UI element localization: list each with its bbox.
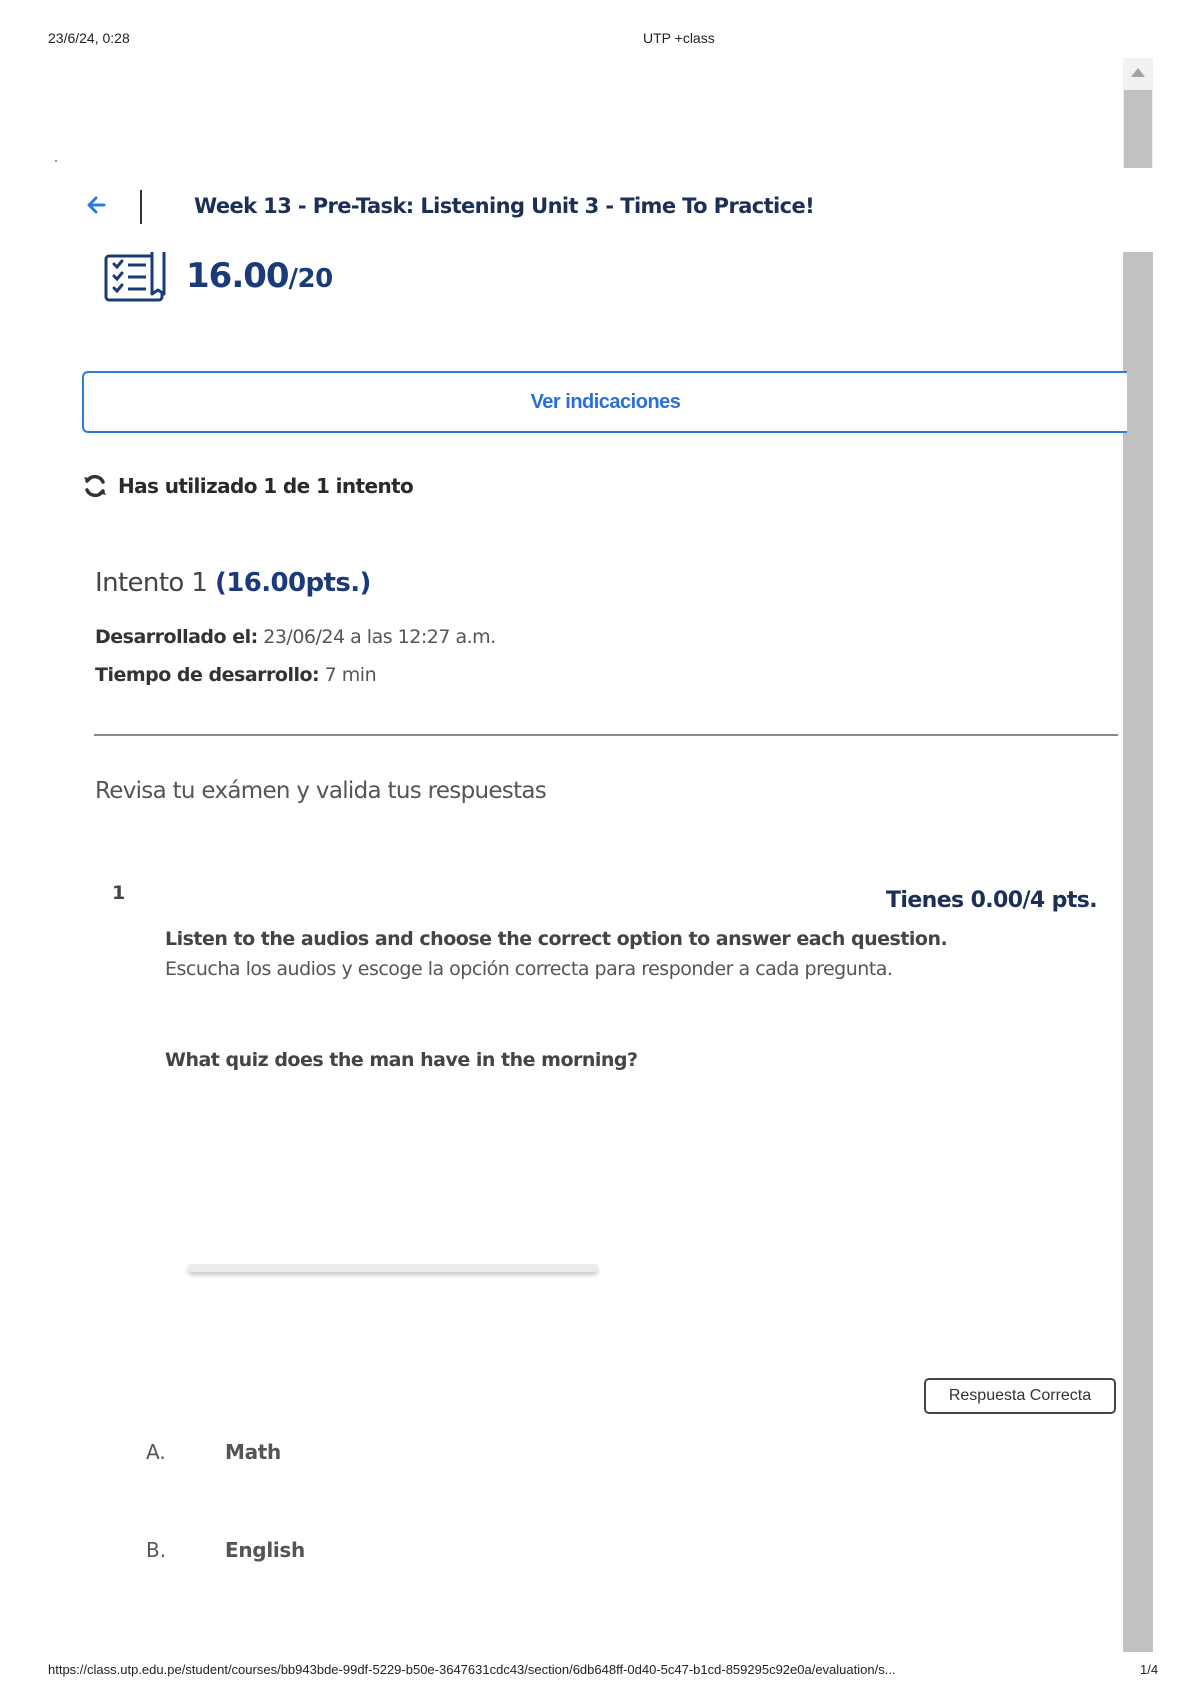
print-footer [0,1662,1200,1682]
option-a[interactable] [146,1440,281,1464]
print-url: https://class.utp.edu.pe/student/courses/bb943bde-99df-5229-b50e-3647631cdc43/section/6db648ff-0d40-5c47-b1cd-859295c92e0a/evaluation/s... [48,1662,896,1677]
page-title: Week 13 - Pre-Task: Listening Unit 3 - Time To Practice! [194,194,815,218]
developed-value: 23/06/24 a las 12:27 a.m. [263,626,496,648]
print-header [0,30,1200,50]
arrow-left-icon[interactable] [84,193,108,217]
score-max: /20 [288,264,333,294]
instruction-spanish: Escucha los audios y escoge la opción correcta para responder a cada pregunta. [165,958,893,980]
attempt-heading [95,568,371,598]
main-scrollbar-thumb[interactable] [1123,252,1153,1652]
print-date: 23/6/24, 0:28 [48,30,130,46]
option-letter: B. [146,1538,167,1562]
duration-value: 7 min [324,664,377,686]
option-text: Math [225,1440,281,1464]
option-letter: A. [146,1440,166,1464]
score-value: 16.00 [186,256,289,296]
scroll-up-arrow-icon[interactable] [1131,68,1145,77]
decorative-dot [55,160,57,162]
attempt-label: Intento 1 [95,568,208,598]
audio-player-bar[interactable] [188,1264,598,1272]
question-text: What quiz does the man have in the morning? [165,1049,638,1071]
title-divider [140,190,142,224]
refresh-icon [82,473,108,499]
question-score: Tienes 0.00/4 pts. [885,888,1097,913]
ver-indicaciones-button[interactable]: Ver indicaciones [82,371,1127,433]
duration-label: Tiempo de desarrollo: [95,664,320,686]
option-b[interactable] [146,1538,305,1562]
correct-answer-badge: Respuesta Correcta [924,1378,1116,1414]
developed-date-row [95,626,496,648]
top-scrollbar-thumb[interactable] [1124,90,1152,168]
review-heading: Revisa tu exámen y valida tus respuestas [95,778,547,804]
instruction-english: Listen to the audios and choose the correct option to answer each question. [165,928,948,950]
option-text: English [225,1538,305,1562]
score-display [186,256,333,296]
checklist-icon [104,250,176,304]
print-page-number: 1/4 [1140,1662,1159,1677]
attempt-points: (16.00pts.) [215,568,371,598]
developed-label: Desarrollado el: [95,626,258,648]
section-divider [94,734,1118,736]
duration-row [95,664,376,686]
question-number: 1 [112,882,126,904]
attempts-used-text: Has utilizado 1 de 1 intento [118,474,414,498]
print-site-title: UTP +class [643,30,715,46]
